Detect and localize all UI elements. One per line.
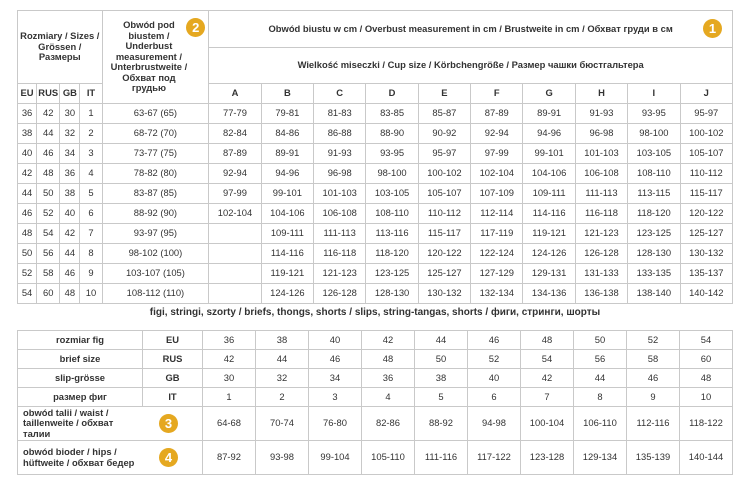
overbust-value: 93-95 <box>628 104 680 124</box>
overbust-value: 116-118 <box>575 204 627 224</box>
overbust-value: 77-79 <box>209 104 261 124</box>
brief-size-label: rozmiar fig <box>18 331 143 350</box>
brief-size-value: 44 <box>256 350 309 369</box>
size-it: 9 <box>80 264 102 284</box>
overbust-value: 135-137 <box>680 264 732 284</box>
underbust-value: 73-77 (75) <box>102 144 209 164</box>
table-row <box>18 204 733 224</box>
overbust-value: 103-105 <box>366 184 418 204</box>
size-eu: 44 <box>18 184 37 204</box>
size-system: EU <box>143 331 203 350</box>
overbust-value: 100-102 <box>418 164 470 184</box>
badge-2: 2 <box>186 18 205 37</box>
hips-value: 99-104 <box>309 441 362 475</box>
overbust-header-label: Obwód biustu w cm / Overbust measurement in cm / Brustweite in cm / Обхват груди в см <box>268 22 673 34</box>
overbust-value: 79-81 <box>261 104 313 124</box>
brief-size-value: 6 <box>468 388 521 407</box>
overbust-value: 114-116 <box>523 204 575 224</box>
overbust-value: 118-120 <box>366 244 418 264</box>
underbust-value: 98-102 (100) <box>102 244 209 264</box>
waist-row <box>18 407 733 441</box>
brief-size-value: 4 <box>362 388 415 407</box>
overbust-value: 109-111 <box>261 224 313 244</box>
brief-size-label: brief size <box>18 350 143 369</box>
overbust-value: 101-103 <box>575 144 627 164</box>
overbust-value: 101-103 <box>314 184 366 204</box>
waist-label-cell <box>18 407 203 441</box>
col-rus: RUS <box>37 84 60 104</box>
hips-row <box>18 441 733 475</box>
size-gb: 34 <box>60 144 80 164</box>
overbust-value: 87-89 <box>209 144 261 164</box>
col-it: IT <box>80 84 102 104</box>
overbust-value: 97-99 <box>209 184 261 204</box>
brief-size-value: 38 <box>256 331 309 350</box>
brief-size-value: 42 <box>362 331 415 350</box>
overbust-value: 86-88 <box>314 124 366 144</box>
overbust-value: 111-113 <box>314 224 366 244</box>
waist-value: 106-110 <box>574 407 627 441</box>
overbust-value: 94-96 <box>523 124 575 144</box>
size-rus: 52 <box>37 204 60 224</box>
size-system: RUS <box>143 350 203 369</box>
overbust-value: 112-114 <box>471 204 523 224</box>
size-rus: 56 <box>37 244 60 264</box>
overbust-value: 120-122 <box>418 244 470 264</box>
brief-size-value: 44 <box>574 369 627 388</box>
size-it: 6 <box>80 204 102 224</box>
size-it: 7 <box>80 224 102 244</box>
overbust-value: 138-140 <box>628 284 680 304</box>
brief-size-value: 48 <box>521 331 574 350</box>
underbust-value: 93-97 (95) <box>102 224 209 244</box>
cup-d: D <box>366 84 418 104</box>
size-it: 4 <box>80 164 102 184</box>
brief-size-value: 46 <box>468 331 521 350</box>
size-it: 5 <box>80 184 102 204</box>
size-eu: 48 <box>18 224 37 244</box>
brief-size-value: 46 <box>309 350 362 369</box>
hips-value: 93-98 <box>256 441 309 475</box>
overbust-value: 122-124 <box>471 244 523 264</box>
brief-size-value: 34 <box>309 369 362 388</box>
size-rus: 42 <box>37 104 60 124</box>
size-rus: 44 <box>37 124 60 144</box>
size-gb: 38 <box>60 184 80 204</box>
size-it: 3 <box>80 144 102 164</box>
underbust-value: 63-67 (65) <box>102 104 209 124</box>
brief-size-label: размер фиг <box>18 388 143 407</box>
brief-size-value: 10 <box>680 388 733 407</box>
size-system: GB <box>143 369 203 388</box>
overbust-value: 95-97 <box>680 104 732 124</box>
overbust-value: 104-106 <box>261 204 313 224</box>
table-row <box>18 350 733 369</box>
overbust-value: 131-133 <box>575 264 627 284</box>
table-row <box>18 369 733 388</box>
size-rus: 60 <box>37 284 60 304</box>
brief-size-value: 48 <box>362 350 415 369</box>
overbust-value: 111-113 <box>575 184 627 204</box>
brief-size-value: 50 <box>415 350 468 369</box>
underbust-value: 78-82 (80) <box>102 164 209 184</box>
size-eu: 40 <box>18 144 37 164</box>
table-row <box>18 184 733 204</box>
overbust-value: 120-122 <box>680 204 732 224</box>
size-gb: 32 <box>60 124 80 144</box>
brief-size-value: 56 <box>574 350 627 369</box>
overbust-value: 124-126 <box>261 284 313 304</box>
cup-size-header: Wielkość miseczki / Cup size / Körbchengröße / Размер чашки бюстгальтера <box>209 48 733 84</box>
overbust-value: 96-98 <box>314 164 366 184</box>
overbust-value: 83-85 <box>366 104 418 124</box>
overbust-value: 128-130 <box>628 244 680 264</box>
brief-size-value: 36 <box>203 331 256 350</box>
hips-value: 111-116 <box>415 441 468 475</box>
table-row <box>18 124 733 144</box>
overbust-value: 117-119 <box>471 224 523 244</box>
overbust-value: 126-128 <box>314 284 366 304</box>
size-gb: 46 <box>60 264 80 284</box>
overbust-value: 115-117 <box>418 224 470 244</box>
overbust-value: 107-109 <box>471 184 523 204</box>
overbust-value: 89-91 <box>261 144 313 164</box>
size-gb: 36 <box>60 164 80 184</box>
brief-size-value: 2 <box>256 388 309 407</box>
size-it: 8 <box>80 244 102 264</box>
brief-size-value: 40 <box>309 331 362 350</box>
size-system: IT <box>143 388 203 407</box>
brief-size-value: 7 <box>521 388 574 407</box>
cup-a: A <box>209 84 261 104</box>
brief-size-value: 40 <box>468 369 521 388</box>
badge-4: 4 <box>159 448 178 467</box>
hips-value: 123-128 <box>521 441 574 475</box>
overbust-value: 121-123 <box>314 264 366 284</box>
overbust-value: 100-102 <box>680 124 732 144</box>
overbust-value: 92-94 <box>209 164 261 184</box>
size-rus: 50 <box>37 184 60 204</box>
overbust-value: 90-92 <box>418 124 470 144</box>
overbust-value: 132-134 <box>471 284 523 304</box>
brief-size-value: 54 <box>680 331 733 350</box>
size-eu: 52 <box>18 264 37 284</box>
table-row <box>18 244 733 264</box>
table-row <box>18 284 733 304</box>
overbust-value: 124-126 <box>523 244 575 264</box>
brief-size-value: 9 <box>627 388 680 407</box>
overbust-value: 87-89 <box>471 104 523 124</box>
waist-value: 76-80 <box>309 407 362 441</box>
overbust-value: 82-84 <box>209 124 261 144</box>
brief-size-value: 1 <box>203 388 256 407</box>
size-it: 10 <box>80 284 102 304</box>
table-row <box>18 388 733 407</box>
overbust-value: 118-120 <box>628 204 680 224</box>
size-eu: 38 <box>18 124 37 144</box>
overbust-value: 93-95 <box>366 144 418 164</box>
table-row <box>18 224 733 244</box>
brief-size-value: 58 <box>627 350 680 369</box>
waist-value: 70-74 <box>256 407 309 441</box>
overbust-value <box>209 264 261 284</box>
size-rus: 58 <box>37 264 60 284</box>
overbust-value: 116-118 <box>314 244 366 264</box>
overbust-value: 119-121 <box>261 264 313 284</box>
overbust-value: 123-125 <box>366 264 418 284</box>
overbust-value: 125-127 <box>418 264 470 284</box>
overbust-value: 110-112 <box>418 204 470 224</box>
size-eu: 46 <box>18 204 37 224</box>
size-rus: 54 <box>37 224 60 244</box>
cup-i: I <box>628 84 680 104</box>
cup-e: E <box>418 84 470 104</box>
overbust-value: 136-138 <box>575 284 627 304</box>
waist-value: 112-116 <box>627 407 680 441</box>
overbust-value <box>209 244 261 264</box>
underbust-value: 108-112 (110) <box>102 284 209 304</box>
size-it: 2 <box>80 124 102 144</box>
hips-value: 129-134 <box>574 441 627 475</box>
brief-size-value: 30 <box>203 369 256 388</box>
brief-size-value: 32 <box>256 369 309 388</box>
brief-size-value: 54 <box>521 350 574 369</box>
cup-g: G <box>523 84 575 104</box>
overbust-value: 130-132 <box>680 244 732 264</box>
hips-value: 140-144 <box>680 441 733 475</box>
hips-label: obwód bioder / hips / hüftweite / обхват бедер <box>23 445 135 468</box>
waist-value: 82-86 <box>362 407 415 441</box>
overbust-value: 128-130 <box>366 284 418 304</box>
overbust-value: 89-91 <box>523 104 575 124</box>
waist-value: 64-68 <box>203 407 256 441</box>
brief-size-value: 60 <box>680 350 733 369</box>
overbust-value: 84-86 <box>261 124 313 144</box>
brief-size-value: 5 <box>415 388 468 407</box>
overbust-value: 88-90 <box>366 124 418 144</box>
overbust-value: 127-129 <box>471 264 523 284</box>
table-row <box>18 144 733 164</box>
cup-h: H <box>575 84 627 104</box>
waist-value: 88-92 <box>415 407 468 441</box>
overbust-value: 106-108 <box>314 204 366 224</box>
overbust-value: 108-110 <box>628 164 680 184</box>
cup-c: C <box>314 84 366 104</box>
overbust-value: 104-106 <box>523 164 575 184</box>
overbust-value: 94-96 <box>261 164 313 184</box>
overbust-value: 121-123 <box>575 224 627 244</box>
size-eu: 42 <box>18 164 37 184</box>
size-gb: 30 <box>60 104 80 124</box>
overbust-value: 130-132 <box>418 284 470 304</box>
cup-j: J <box>680 84 732 104</box>
underbust-value: 68-72 (70) <box>102 124 209 144</box>
underbust-header-label: Obwód pod biustem / Underbust measurement / Unterbrustweite / Обхват под грудью <box>110 19 188 94</box>
bra-size-table <box>17 10 733 304</box>
brief-size-value: 3 <box>309 388 362 407</box>
overbust-value: 126-128 <box>575 244 627 264</box>
size-gb: 48 <box>60 284 80 304</box>
overbust-value: 113-115 <box>628 184 680 204</box>
brief-size-value: 50 <box>574 331 627 350</box>
briefs-title: figi, stringi, szorty / briefs, thongs, shorts / slips, string-tangas, shorts / фиги, стринги, шорты <box>149 307 601 318</box>
briefs-size-table <box>17 330 733 475</box>
brief-size-value: 48 <box>680 369 733 388</box>
hips-value: 87-92 <box>203 441 256 475</box>
overbust-value: 97-99 <box>471 144 523 164</box>
waist-label: obwód talii / waist / taillenweite / обхват талии <box>23 406 114 439</box>
overbust-value: 113-116 <box>366 224 418 244</box>
overbust-value <box>209 284 261 304</box>
size-gb: 40 <box>60 204 80 224</box>
sizes-header: Rozmiary / Sizes / Grössen / Размеры <box>18 11 103 84</box>
underbust-value: 88-92 (90) <box>102 204 209 224</box>
brief-size-value: 42 <box>203 350 256 369</box>
table-row <box>18 104 733 124</box>
waist-value: 118-122 <box>680 407 733 441</box>
overbust-value: 134-136 <box>523 284 575 304</box>
brief-size-value: 8 <box>574 388 627 407</box>
hips-value: 117-122 <box>468 441 521 475</box>
size-rus: 46 <box>37 144 60 164</box>
overbust-value: 103-105 <box>628 144 680 164</box>
overbust-value: 129-131 <box>523 264 575 284</box>
size-it: 1 <box>80 104 102 124</box>
overbust-value: 92-94 <box>471 124 523 144</box>
overbust-value: 98-100 <box>628 124 680 144</box>
overbust-value: 115-117 <box>680 184 732 204</box>
size-rus: 48 <box>37 164 60 184</box>
size-eu: 50 <box>18 244 37 264</box>
overbust-value: 110-112 <box>680 164 732 184</box>
overbust-value: 96-98 <box>575 124 627 144</box>
overbust-value: 95-97 <box>418 144 470 164</box>
overbust-value: 108-110 <box>366 204 418 224</box>
hips-label-cell <box>18 441 203 475</box>
overbust-value: 99-101 <box>523 144 575 164</box>
size-gb: 44 <box>60 244 80 264</box>
underbust-value: 83-87 (85) <box>102 184 209 204</box>
overbust-value: 85-87 <box>418 104 470 124</box>
overbust-value: 91-93 <box>314 144 366 164</box>
col-gb: GB <box>60 84 80 104</box>
overbust-value: 102-104 <box>209 204 261 224</box>
badge-3: 3 <box>159 414 178 433</box>
brief-size-value: 46 <box>627 369 680 388</box>
underbust-header <box>102 11 209 104</box>
overbust-value: 105-107 <box>418 184 470 204</box>
brief-size-value: 44 <box>415 331 468 350</box>
overbust-value: 98-100 <box>366 164 418 184</box>
overbust-value: 125-127 <box>680 224 732 244</box>
overbust-value: 102-104 <box>471 164 523 184</box>
hips-value: 135-139 <box>627 441 680 475</box>
overbust-value: 81-83 <box>314 104 366 124</box>
overbust-value: 99-101 <box>261 184 313 204</box>
col-eu: EU <box>18 84 37 104</box>
underbust-value: 103-107 (105) <box>102 264 209 284</box>
waist-value: 94-98 <box>468 407 521 441</box>
overbust-value: 123-125 <box>628 224 680 244</box>
cup-f: F <box>471 84 523 104</box>
overbust-value <box>209 224 261 244</box>
brief-size-value: 42 <box>521 369 574 388</box>
overbust-value: 119-121 <box>523 224 575 244</box>
waist-value: 100-104 <box>521 407 574 441</box>
overbust-value: 105-107 <box>680 144 732 164</box>
size-gb: 42 <box>60 224 80 244</box>
overbust-value: 140-142 <box>680 284 732 304</box>
table-row <box>18 331 733 350</box>
overbust-value: 133-135 <box>628 264 680 284</box>
size-eu: 54 <box>18 284 37 304</box>
brief-size-value: 38 <box>415 369 468 388</box>
badge-1: 1 <box>703 19 722 38</box>
overbust-value: 109-111 <box>523 184 575 204</box>
table-row <box>18 164 733 184</box>
cup-b: B <box>261 84 313 104</box>
size-eu: 36 <box>18 104 37 124</box>
brief-size-value: 52 <box>468 350 521 369</box>
overbust-value: 91-93 <box>575 104 627 124</box>
overbust-value: 106-108 <box>575 164 627 184</box>
overbust-header <box>209 11 733 48</box>
brief-size-value: 52 <box>627 331 680 350</box>
overbust-value: 114-116 <box>261 244 313 264</box>
hips-value: 105-110 <box>362 441 415 475</box>
brief-size-label: slip-grösse <box>18 369 143 388</box>
brief-size-value: 36 <box>362 369 415 388</box>
table-row <box>18 264 733 284</box>
